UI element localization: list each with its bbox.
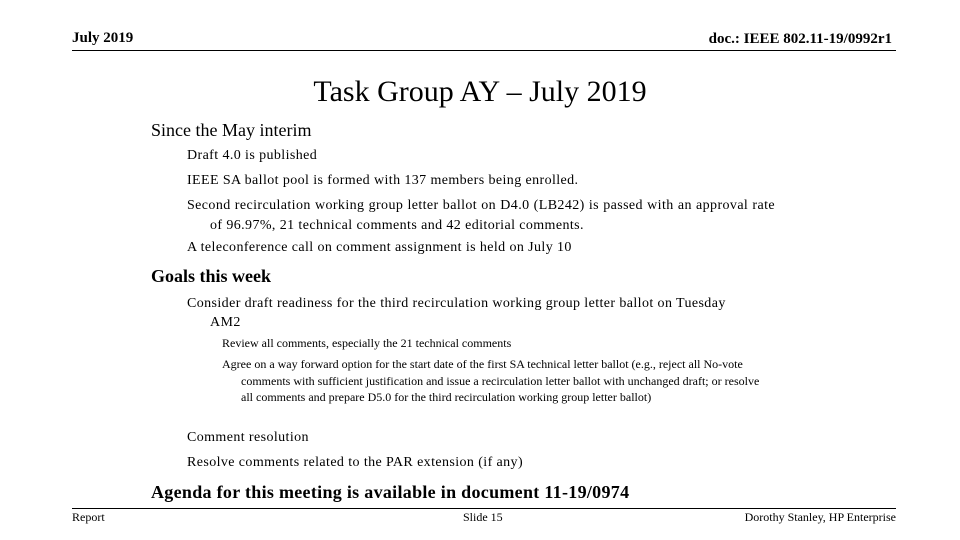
slide-title: Task Group AY – July 2019 (313, 75, 647, 108)
sub-list-item: Review all comments, especially the 21 technical comments (222, 336, 512, 350)
list-item: Second recirculation working group letter ballot on D4.0 (LB242) is passed with an approval rate of 96.97%, 21 technical comments and 42 editorial comments. (187, 198, 775, 233)
header-doc-id: doc.: IEEE 802.11-19/0992r1 (708, 31, 892, 47)
list-item: Comment resolution (187, 430, 309, 445)
header-rule (72, 50, 896, 51)
footer-left: Report (72, 510, 105, 524)
sub-list-item: Agree on a way forward option for the start date of the first SA technical letter ballot (e.g., reject all No-vote comments with sufficient justification and issue a recirculation letter ballot with unchanged draft; or resolve all comments and prepare D5.0 for the third recirculation working group letter ballot) (222, 357, 760, 404)
list-item: Resolve comments related to the PAR extension (if any) (187, 455, 524, 470)
agenda-note: Agenda for this meeting is available in document 11-19/0974 (151, 482, 630, 502)
list-item: A teleconference call on comment assignment is held on July 10 (187, 240, 572, 255)
header-date: July 2019 (72, 30, 134, 46)
list-item: IEEE SA ballot pool is formed with 137 members being enrolled. (187, 173, 579, 188)
section-heading-goals: Goals this week (151, 266, 272, 286)
footer-author: Dorothy Stanley, HP Enterprise (744, 510, 896, 524)
slide-number: Slide 15 (463, 510, 503, 524)
list-item: Consider draft readiness for the third recirculation working group letter ballot on Tuesday AM2 (187, 296, 726, 330)
section-heading-since: Since the May interim (151, 120, 312, 140)
footer-rule (72, 508, 896, 509)
list-item: Draft 4.0 is published (187, 148, 318, 163)
